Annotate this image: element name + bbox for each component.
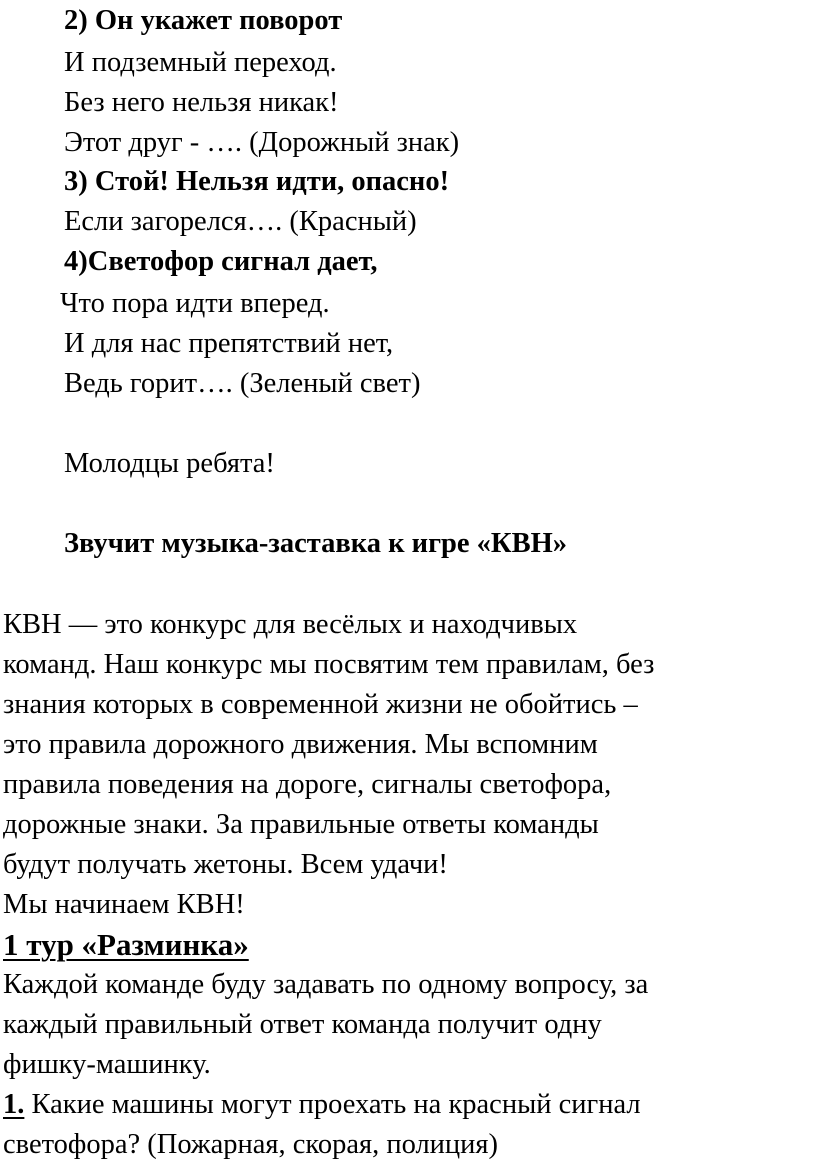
riddle-4-line-3: Ведь горит…. (Зеленый свет): [64, 368, 421, 399]
riddle-2-line-2: Без него нельзя никак!: [64, 87, 339, 118]
riddle-4-line-2: И для нас препятствий нет,: [64, 328, 394, 359]
riddle-4-line-1: Что пора идти вперед.: [60, 288, 330, 319]
intro-line-6: дорожные знаки. За правильные ответы команды: [3, 809, 599, 840]
question-1-line-1: [3, 1085, 641, 1125]
round-1-desc-line-2: каждый правильный ответ команда получит одну: [3, 1009, 602, 1040]
round-1-heading: 1 тур «Разминка»: [3, 927, 249, 962]
intro-line-5: правила поведения на дороге, сигналы светофора,: [3, 769, 612, 800]
intro-line-8: Мы начинаем КВН!: [3, 889, 245, 920]
round-1-desc-line-1: Каждой команде буду задавать по одному вопросу, за: [3, 969, 649, 1000]
riddle-3-line-1: Если загорелся…. (Красный): [64, 206, 417, 237]
riddle-4-question: 4)Светофор сигнал дает,: [64, 246, 378, 277]
intro-line-3: знания которых в современной жизни не обойтись –: [3, 689, 638, 720]
intro-line-1: КВН — это конкурс для весёлых и находчивых: [3, 609, 578, 640]
intro-line-4: это правила дорожного движения. Мы вспомним: [3, 729, 598, 760]
question-1-line-2: светофора? (Пожарная, скорая, полиция): [3, 1129, 499, 1160]
music-note: Звучит музыка-заставка к игре «КВН»: [64, 528, 568, 559]
praise-text: Молодцы ребята!: [64, 448, 275, 479]
question-1-number: 1.: [3, 1089, 25, 1120]
riddle-3-question: 3) Стой! Нельзя идти, опасно!: [64, 166, 450, 197]
riddle-2-question: 2) Он укажет поворот: [64, 5, 343, 36]
intro-line-7: будут получать жетоны. Всем удачи!: [3, 849, 448, 880]
riddle-2-line-1: И подземный переход.: [64, 47, 337, 78]
riddle-2-line-3: Этот друг - …. (Дорожный знак): [64, 127, 460, 158]
round-1-desc-line-3: фишку-машинку.: [3, 1049, 211, 1080]
question-1-text: Какие машины могут проехать на красный сигнал: [24, 1089, 641, 1120]
intro-line-2: команд. Наш конкурс мы посвятим тем правилам, без: [3, 649, 655, 680]
